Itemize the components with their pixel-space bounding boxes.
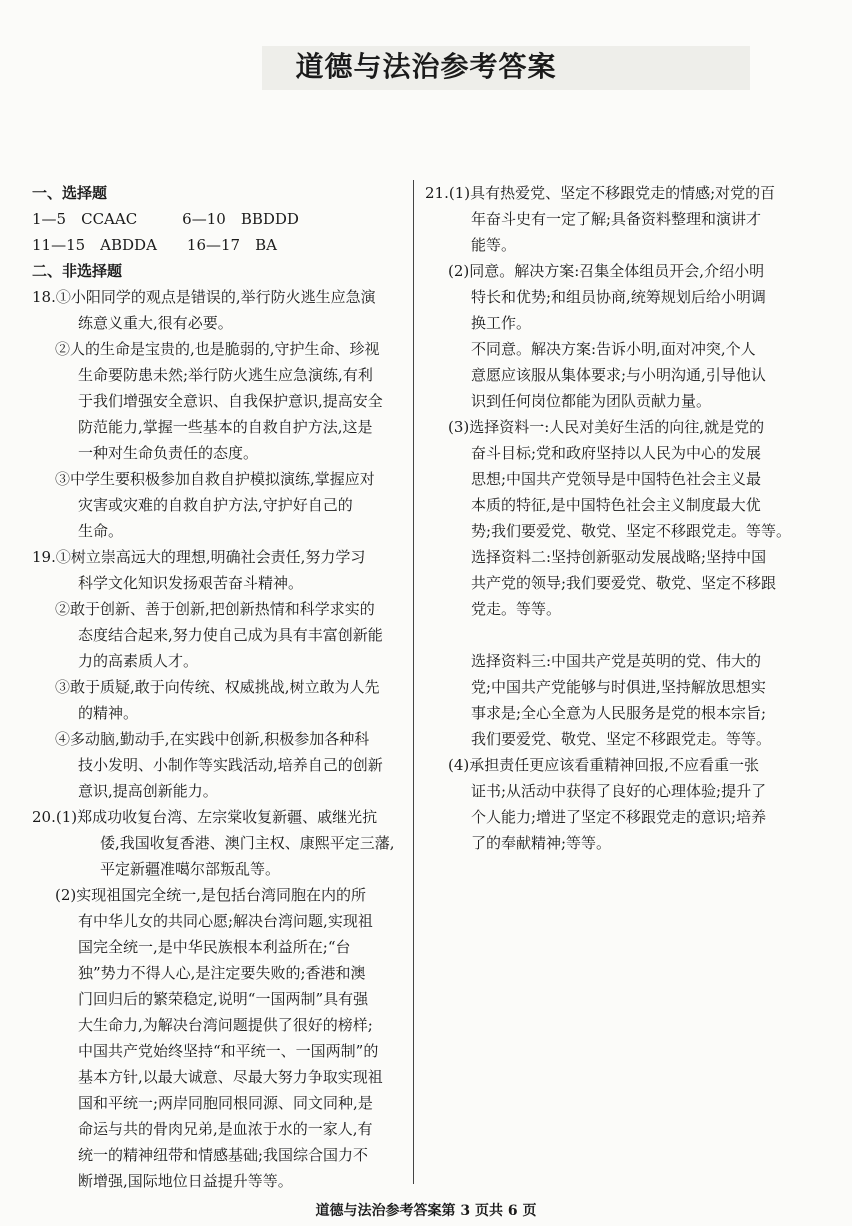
answer-line: 倭,我国收复香港、澳门主权、康熙平定三藩, (100, 834, 395, 852)
answer-line: 19.①树立崇高远大的理想,明确社会责任,努力学习 (32, 548, 366, 566)
answer-line: 不同意。解决方案:告诉小明,面对冲突,个人 (471, 340, 756, 358)
answer-line: 基本方针,以最大诚意、尽最大努力争取实现祖 (78, 1068, 383, 1086)
answer-line: 于我们增强安全意识、自我保护意识,提高安全 (78, 392, 383, 410)
answer-line: 一、选择题 (32, 184, 108, 202)
answer-line: 力的高素质人才。 (78, 652, 199, 670)
answer-line: 选择资料二:坚持创新驱动发展战略;坚持中国 (471, 548, 767, 566)
answer-line: 意愿应该服从集体要求;与小明沟通,引导他认 (471, 366, 766, 384)
answer-line: 共产党的领导;我们要爱党、敬党、坚定不移跟 (471, 574, 777, 592)
answer-line: 大生命力,为解决台湾问题提供了很好的榜样; (78, 1016, 373, 1034)
answer-line: 平定新疆准噶尔部叛乱等。 (100, 860, 281, 878)
answer-line: 本质的特征,是中国特色社会主义制度最大优 (471, 496, 761, 514)
answer-line: 统一的精神纽带和情感基础;我国综合国力不 (78, 1146, 369, 1164)
answer-line: 识到任何岗位都能为团队贡献力量。 (471, 392, 712, 410)
answer-line: 一种对生命负责任的态度。 (78, 444, 259, 462)
answer-line: 练意义重大,很有必要。 (78, 314, 233, 332)
answer-line: 21.(1)具有热爱党、坚定不移跟党走的情感;对党的百 (425, 184, 776, 202)
answer-line: 换工作。 (471, 314, 532, 332)
page-footer: 道德与法治参考答案第 3 页共 6 页 (315, 1203, 537, 1219)
column-divider (413, 180, 414, 1184)
answer-line: 特长和优势;和组员协商,统筹规划后给小明调 (471, 288, 766, 306)
answer-line: 奋斗目标;党和政府坚持以人民为中心的发展 (471, 444, 762, 462)
answer-line: 科学文化知识发扬艰苦奋斗精神。 (78, 574, 304, 592)
answer-line: (4)承担责任更应该看重精神回报,不应看重一张 (448, 756, 760, 774)
answer-line: 能等。 (471, 236, 517, 254)
answer-line: 技小发明、小制作等实践活动,培养自己的创新 (78, 756, 383, 774)
answer-line: 党走。等等。 (471, 600, 562, 618)
answer-line: 国完全统一,是中华民族根本利益所在;“台 (78, 938, 351, 956)
answer-line: 我们要爱党、敬党、坚定不移跟党走。等等。 (471, 730, 772, 748)
answer-line: 独”势力不得人心,是注定要失败的;香港和澳 (78, 964, 366, 982)
answer-line: 了的奉献精神;等等。 (471, 834, 612, 852)
answer-line: 的精神。 (78, 704, 139, 722)
answer-line: 1—5 CCAAC 6—10 BBDDD (32, 210, 299, 228)
answer-line: 灾害或灾难的自救自护方法,守护好自己的 (78, 496, 353, 514)
answer-line: 二、非选择题 (32, 262, 123, 280)
answer-line: 11—15 ABDDA 16—17 BA (32, 236, 277, 254)
answer-line: 势;我们要爱党、敬党、坚定不移跟党走。等等。 (471, 522, 792, 540)
answer-line: 意识,提高创新能力。 (78, 782, 218, 800)
answer-line: 门回归后的繁荣稳定,说明“一国两制”具有强 (78, 990, 369, 1008)
answer-line: 防范能力,掌握一些基本的自救自护方法,这是 (78, 418, 373, 436)
answer-line: 态度结合起来,努力使自己成为具有丰富创新能 (78, 626, 383, 644)
answer-line: 年奋斗史有一定了解;具备资料整理和演讲才 (471, 210, 762, 228)
left-column (32, 180, 412, 1194)
answer-line: 党;中国共产党能够与时俱进,坚持解放思想实 (471, 678, 766, 696)
answer-line: 中国共产党始终坚持“和平统一、一国两制”的 (78, 1042, 379, 1060)
answer-line: (3)选择资料一:人民对美好生活的向往,就是党的 (448, 418, 765, 436)
answer-line: 思想;中国共产党领导是中国特色社会主义最 (471, 470, 762, 488)
answer-line: (2)同意。解决方案:召集全体组员开会,介绍小明 (448, 262, 765, 280)
answer-line: ④多动脑,勤动手,在实践中创新,积极参加各种科 (55, 730, 370, 748)
right-column (425, 180, 815, 856)
answer-line: 20.(1)郑成功收复台湾、左宗棠收复新疆、戚继光抗 (32, 808, 378, 826)
answer-line: ②敢于创新、善于创新,把创新热情和科学求实的 (55, 600, 375, 618)
answer-line (425, 622, 815, 648)
answer-line: 国和平统一;两岸同胞同根同源、同文同种,是 (78, 1094, 373, 1112)
answer-line: 有中华儿女的共同心愿;解决台湾问题,实现祖 (78, 912, 373, 930)
answer-line: ③中学生要积极参加自救自护模拟演练,掌握应对 (55, 470, 375, 488)
answer-line: 18.①小阳同学的观点是错误的,举行防火逃生应急演 (32, 288, 376, 306)
answer-line: 生命要防患未然;举行防火逃生应急演练,有利 (78, 366, 373, 384)
answer-line: 断增强,国际地位日益提升等等。 (78, 1172, 293, 1190)
answer-line: (2)实现祖国完全统一,是包括台湾同胞在内的所 (55, 886, 367, 904)
answer-line: ②人的生命是宝贵的,也是脆弱的,守护生命、珍视 (55, 340, 380, 358)
answer-line: 事求是;全心全意为人民服务是党的根本宗旨; (471, 704, 767, 722)
answer-line: 选择资料三:中国共产党是英明的党、伟大的 (471, 652, 762, 670)
answer-line: 生命。 (78, 522, 124, 540)
page-title: 道德与法治参考答案 (295, 50, 557, 83)
answer-line: 命运与共的骨肉兄弟,是血浓于水的一家人,有 (78, 1120, 373, 1138)
answer-line: 个人能力;增进了坚定不移跟党走的意识;培养 (471, 808, 767, 826)
answer-line: ③敢于质疑,敢于向传统、权威挑战,树立敢为人先 (55, 678, 380, 696)
answer-line: 证书;从活动中获得了良好的心理体验;提升了 (471, 782, 767, 800)
